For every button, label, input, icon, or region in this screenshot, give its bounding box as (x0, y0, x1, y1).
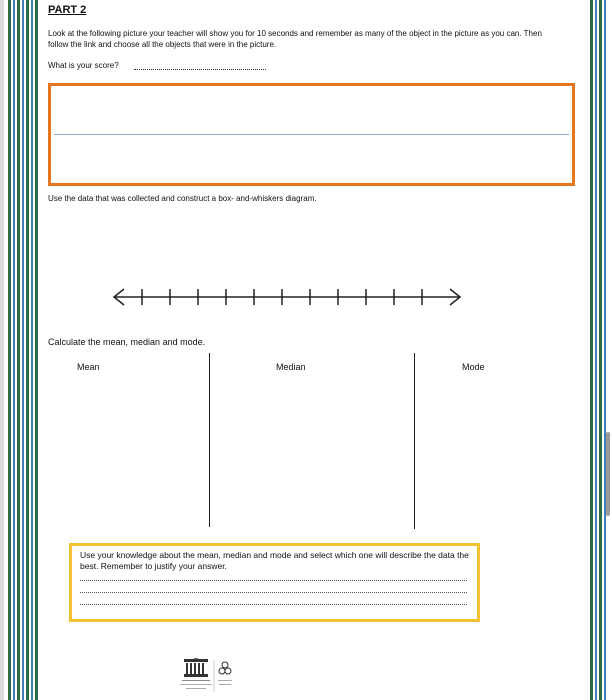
answer-line[interactable] (80, 604, 467, 605)
answer-line[interactable] (80, 580, 467, 581)
number-line (108, 283, 468, 311)
column-divider-right (414, 353, 415, 529)
scrollbar[interactable] (606, 432, 610, 516)
unesco-logo-icon (180, 658, 242, 694)
worksheet-page (42, 0, 590, 700)
page-border-left (0, 0, 42, 700)
instructions-text: Look at the following picture your teacher will show you for 10 seconds and remember as many of the object in the picture as you can. Then follow the link and choose all the objects that were in the picture. (48, 29, 542, 49)
score-prompt: What is your score? (48, 61, 119, 70)
median-label: Median (276, 362, 306, 372)
part-title: PART 2 (48, 4, 87, 16)
score-answer-line[interactable] (134, 69, 266, 70)
box-whisker-instruction: Use the data that was collected and construct a box- and-whiskers diagram. (48, 194, 317, 203)
picture-answer-box[interactable] (48, 83, 575, 186)
mode-label: Mode (462, 362, 485, 372)
mean-label: Mean (77, 362, 100, 372)
column-divider-left (209, 353, 210, 527)
justify-prompt: Use your knowledge about the mean, median and mode and select which one will describe the data the best. Remember to justify your answer. (80, 550, 469, 571)
justify-answer-box[interactable] (69, 543, 480, 622)
answer-divider-line (54, 134, 569, 135)
calc-instruction: Calculate the mean, median and mode. (48, 337, 206, 347)
answer-line[interactable] (80, 592, 467, 593)
page-border-right (590, 0, 612, 700)
